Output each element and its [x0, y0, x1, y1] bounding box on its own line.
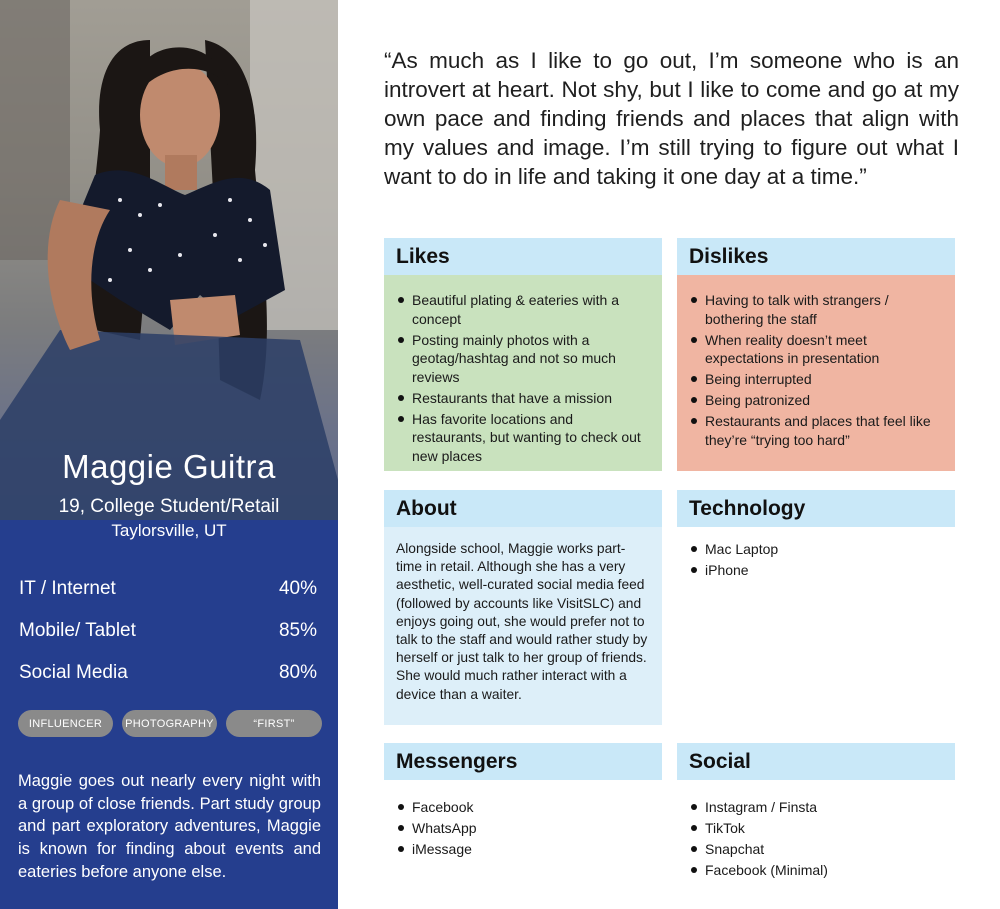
technology-list: [689, 540, 943, 580]
list-item: Facebook: [396, 798, 650, 817]
list-item: Restaurants that have a mission: [396, 389, 650, 408]
messengers-body: [384, 780, 662, 869]
list-item: Facebook (Minimal): [689, 861, 943, 880]
skill-row-it: [19, 568, 317, 610]
persona-portrait-image: [0, 0, 338, 520]
social-list: [689, 798, 943, 880]
skill-label: Social Media: [19, 662, 128, 683]
tag-first: “FIRST”: [226, 710, 322, 737]
list-item: Having to talk with strangers / bothering the staff: [689, 291, 943, 328]
list-item: WhatsApp: [396, 819, 650, 838]
skill-row-mobile: [19, 610, 317, 652]
skill-label: IT / Internet: [19, 578, 116, 599]
about-body: [384, 527, 662, 725]
persona-subtitle: 19, College Student/Retail: [58, 496, 280, 517]
persona-quote: “As much as I like to go out, I’m someone who is an introvert at heart. Not shy, but I like to come and go at my own pace and finding friends and places that align with my values and image. I’m still trying to figure out what I want to do in life and taking it one day at a time.”: [384, 48, 959, 189]
skill-value: 80%: [278, 662, 317, 683]
list-item: TikTok: [689, 819, 943, 838]
social-card: [677, 743, 955, 890]
persona-photo: [0, 0, 338, 520]
tag-photography: PHOTOGRAPHY: [122, 710, 217, 737]
technology-title: Technology: [677, 490, 955, 527]
persona-location: Taylorsville, UT: [111, 521, 227, 540]
list-item: Has favorite locations and restaurants, but wanting to check out new places: [396, 410, 650, 466]
about-title: About: [384, 490, 662, 527]
likes-title: Likes: [384, 238, 662, 275]
skill-label: Mobile/ Tablet: [19, 620, 136, 641]
persona-tags: [18, 710, 322, 737]
persona-name: Maggie Guitra: [62, 448, 276, 485]
persona-bio: Maggie goes out nearly every night with a group of close friends. Part study group and part exploratory adventures, Maggie is known for finding about events and eateries before anyone else.: [18, 772, 321, 881]
skill-ratings: [19, 568, 317, 694]
dislikes-body: [677, 275, 955, 471]
messengers-card: [384, 743, 662, 869]
about-text: Alongside school, Maggie works part-time in retail. Although she has a very aesthetic, well-curated social media feed (followed by accounts like VisitSLC) and enjoys going out, she would prefer not to talk to the staff and would rather study by herself or just talk to her group of friends. She would much rather interact with a device than a waiter.: [396, 541, 648, 702]
social-title: Social: [677, 743, 955, 780]
dislikes-list: [689, 291, 943, 449]
likes-card: [384, 238, 662, 471]
technology-card: [677, 490, 955, 590]
skill-value: 40%: [278, 578, 317, 599]
list-item: Beautiful plating & eateries with a concept: [396, 291, 650, 328]
list-item: iMessage: [396, 840, 650, 859]
persona-sidebar: [0, 0, 338, 909]
list-item: Mac Laptop: [689, 540, 943, 559]
list-item: When reality doesn’t meet expectations in presentation: [689, 331, 943, 368]
list-item: Being interrupted: [689, 370, 943, 389]
dislikes-title: Dislikes: [677, 238, 955, 275]
list-item: Instagram / Finsta: [689, 798, 943, 817]
tag-influencer: INFLUENCER: [18, 710, 113, 737]
list-item: Being patronized: [689, 391, 943, 410]
list-item: Snapchat: [689, 840, 943, 859]
list-item: Restaurants and places that feel like they’re “trying too hard”: [689, 412, 943, 449]
technology-body: [677, 527, 955, 590]
dislikes-card: [677, 238, 955, 471]
list-item: Posting mainly photos with a geotag/hashtag and not so much reviews: [396, 331, 650, 387]
messengers-title: Messengers: [384, 743, 662, 780]
likes-body: [384, 275, 662, 471]
messengers-list: [396, 798, 650, 859]
social-body: [677, 780, 955, 890]
about-card: [384, 490, 662, 725]
list-item: iPhone: [689, 561, 943, 580]
skill-value: 85%: [278, 620, 317, 641]
skill-row-social: [19, 652, 317, 694]
likes-list: [396, 291, 650, 466]
